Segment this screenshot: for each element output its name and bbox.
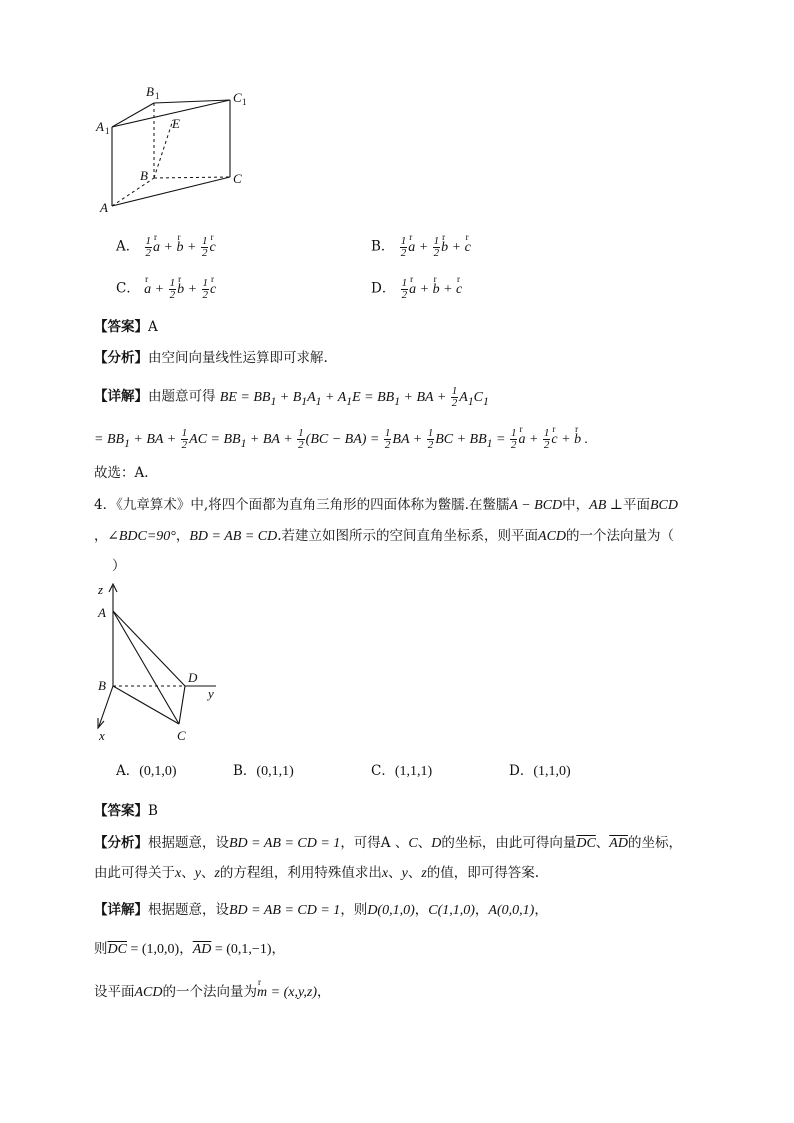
q3-conclusion: 故选：A. xyxy=(94,465,149,481)
axis-z-label: z xyxy=(98,582,104,597)
label-C: C xyxy=(233,171,242,186)
label-C: C xyxy=(177,728,186,743)
axis-y-label: y xyxy=(208,686,214,701)
tetrahedron-figure xyxy=(90,580,230,750)
q4-detail-line1: 【详解】根据题意，设BD = AB = CD = 1，则D(0,1,0)，C(1,1,0)，A(0,0,1)， xyxy=(94,902,548,918)
q3-detail-line2: = $BB_1$ + BA + $\frac{1}{2}$ AC = $BB_1$ + BA + $\frac{1}{2}$ (BC − BA) = $\frac{1}{2}$ BA + $\frac{1}{2}$ BC + $BB_1$ = $\frac{1}{2}$ r a + $\frac{1}{2}$ r c + r b . xyxy=(94,428,588,453)
q3-detail-line1: 【详解】由题意可得 BE = $BB_1 + B_1A_1 + A_1E = BB_1$ + BA + $\frac{1}{2}$ $A_1C_1$ xyxy=(94,385,489,409)
label-A: A xyxy=(100,200,108,215)
q4-option-c: C．(1,1,1) xyxy=(371,763,433,779)
label-A1: A xyxy=(96,119,104,134)
svg-text:1: 1 xyxy=(105,126,110,136)
q4-option-d: D．(1,1,0) xyxy=(509,763,571,779)
q4-option-a: A．(0,1,0) xyxy=(116,763,177,779)
svg-text:1: 1 xyxy=(155,91,160,101)
label-B1: B xyxy=(146,84,154,99)
q4-line2: ，∠BDC=90°，BD = AB = CD.若建立如图所示的空间直角坐标系，则平面ACD的一个法向量为（ xyxy=(94,528,675,544)
q4-line1: 4．《九章算术》中,将四个面都为直角三角形的四面体称为鳖臑.在鳖臑A − BCD中，AB ⊥平面BCD xyxy=(94,497,678,513)
q3-analysis: 【分析】由空间向量线性运算即可求解. xyxy=(94,350,328,366)
q3-option-b: B． $\frac{1}{2}$ r a + $\frac{1}{2}$ r b + r c xyxy=(371,236,471,259)
q3-option-a: A． $\frac{1}{2}$ r a + r b + $\frac{1}{2}$ r c xyxy=(116,236,216,259)
label-E: E xyxy=(172,116,180,131)
label-A: A xyxy=(98,605,106,620)
svg-text:1: 1 xyxy=(242,97,247,107)
prism-figure xyxy=(90,80,260,220)
q4-analysis-line1: 【分析】根据题意，设BD = AB = CD = 1，可得A 、C、D的坐标，由此可得向量$\overline{DC}$、$\overline{AD}$的坐标， xyxy=(94,835,682,851)
q4-detail-line2: 则$\overline{DC} = (1,0,0)$，$\overline{AD} = (0,1,-1)$， xyxy=(94,941,285,957)
axis-x-label: x xyxy=(99,728,105,743)
label-C1: C xyxy=(233,90,242,105)
label-B: B xyxy=(140,168,148,183)
q3-answer: 【答案】A xyxy=(94,319,158,335)
label-D: D xyxy=(188,670,198,685)
q4-line3: ） xyxy=(112,558,126,574)
label-B: B xyxy=(98,678,106,693)
q4-analysis-line2: 由此可得关于x、y、z的方程组，利用特殊值求出x、y、z的值，即可得答案. xyxy=(94,865,540,881)
q4-option-b: B．(0,1,1) xyxy=(233,763,294,779)
q3-option-c: C． r a + $\frac{1}{2}$ r b + $\frac{1}{2}$ r c xyxy=(116,278,216,301)
q4-detail-line3: 设平面ACD的一个法向量为r m = (x,y,z)， xyxy=(94,983,331,1002)
q4-answer: 【答案】B xyxy=(94,803,158,819)
q3-option-d: D． $\frac{1}{2}$ r a + r b + r c xyxy=(371,278,462,301)
